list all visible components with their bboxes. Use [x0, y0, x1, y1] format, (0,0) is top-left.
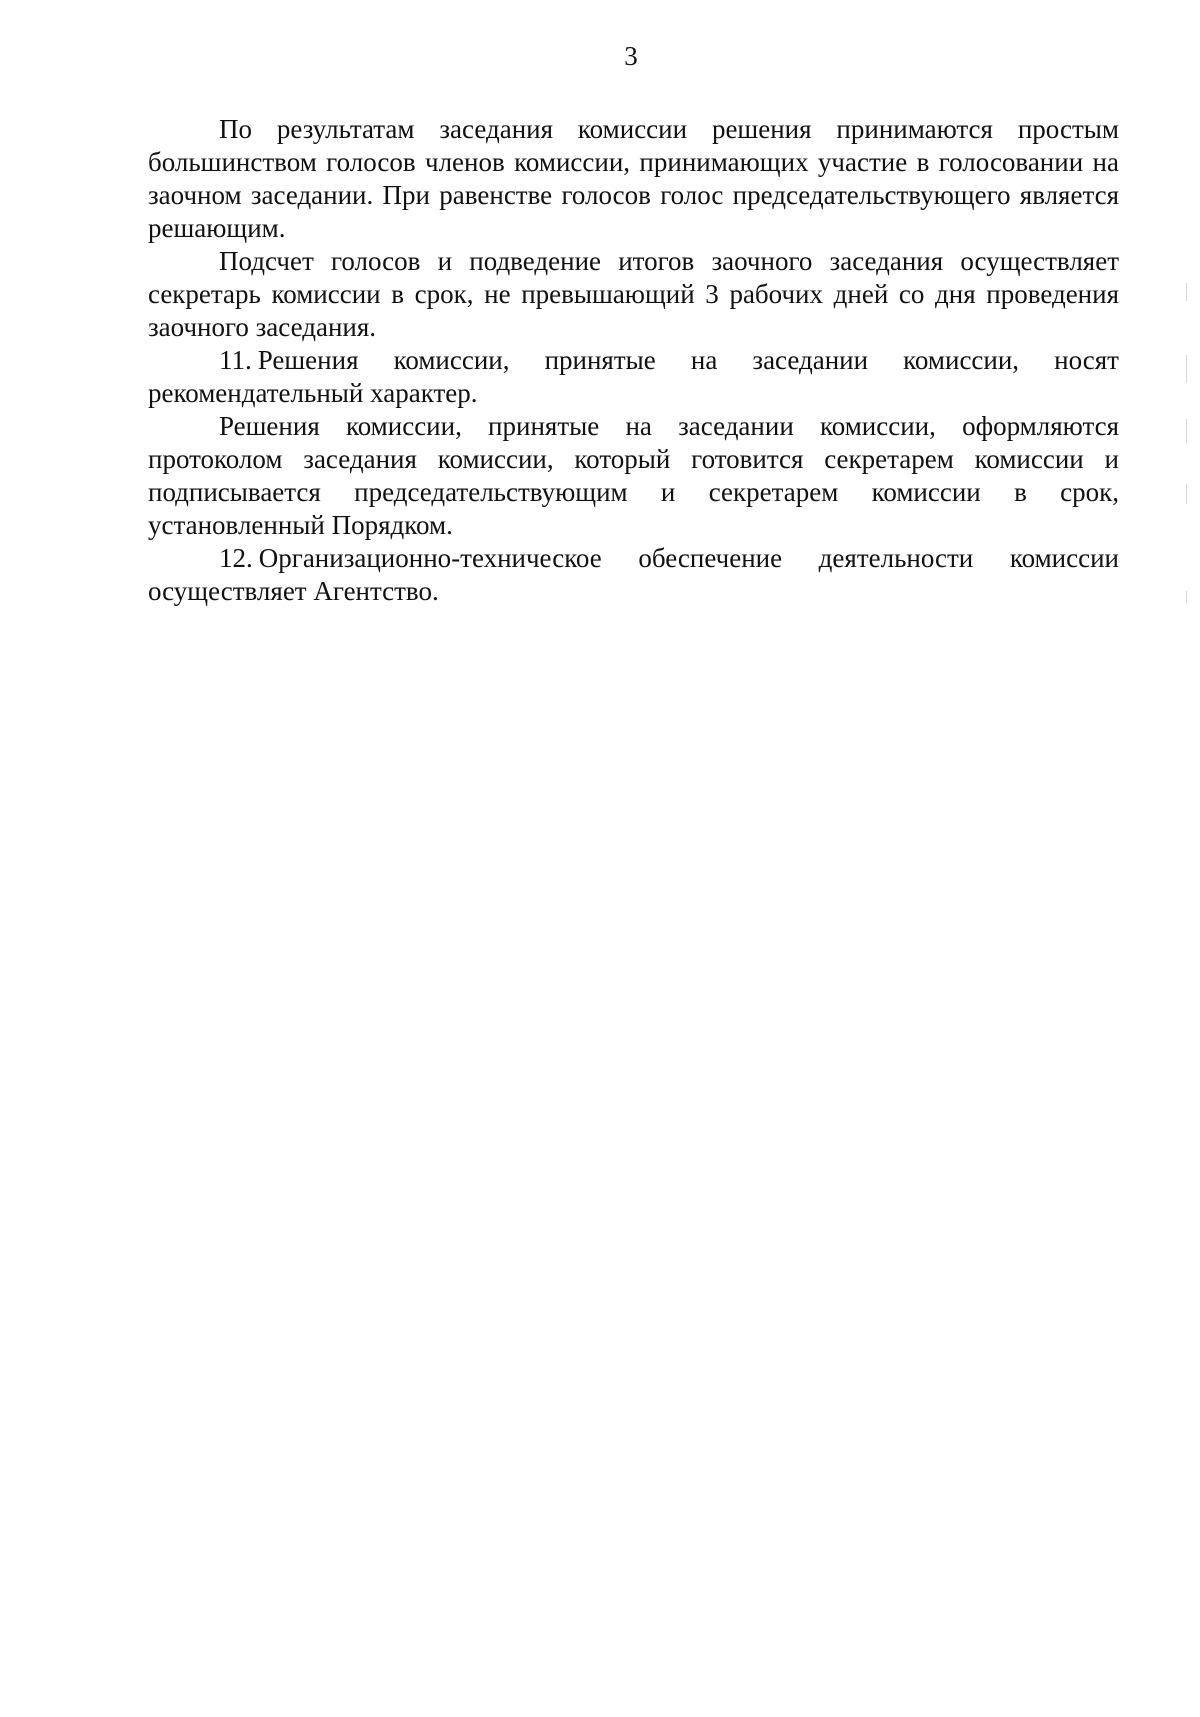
scan-edge-marks — [1186, 0, 1189, 1717]
paragraph-text: По результатам заседания комиссии решения принимаются простым большинством голосов членов комиссии, принимающих участие в голосовании на заочном заседании. При равенстве голосов голос председательствующего является решающим. — [148, 114, 1119, 243]
item-number: 12. — [219, 543, 253, 573]
item-number: 11. — [219, 345, 252, 375]
scan-mark — [1186, 355, 1187, 383]
scan-mark — [1186, 419, 1187, 443]
paragraph-text: Организационно-техническое обеспечение деятельности комиссии осуществляет Агентство. — [148, 543, 1119, 606]
scan-mark — [1186, 591, 1187, 603]
paragraph-protocol — [148, 410, 1119, 542]
paragraph-vote-count — [148, 245, 1119, 344]
scan-mark — [1186, 283, 1187, 301]
paragraph-text: Решения комиссии, принятые на заседании комиссии, носят рекомендательный характер. — [148, 345, 1119, 408]
paragraph-text: Подсчет голосов и подведение итогов заочного заседания осуществляет секретарь комиссии в срок, не превышающий 3 рабочих дней со дня проведения заочного заседания. — [148, 246, 1119, 342]
paragraph-text: Решения комиссии, принятые на заседании комиссии, оформляются протоколом заседания комиссии, который готовится секретарем комиссии и подписывается председательствующим и секретарем комиссии в срок, установленный Порядком. — [148, 411, 1119, 540]
paragraph-item-11 — [148, 344, 1119, 410]
document-body — [148, 113, 1119, 608]
scan-mark — [1186, 484, 1187, 504]
page-number: 3 — [624, 41, 638, 71]
paragraph-voting-results — [148, 113, 1119, 245]
paragraph-item-12 — [148, 542, 1119, 608]
